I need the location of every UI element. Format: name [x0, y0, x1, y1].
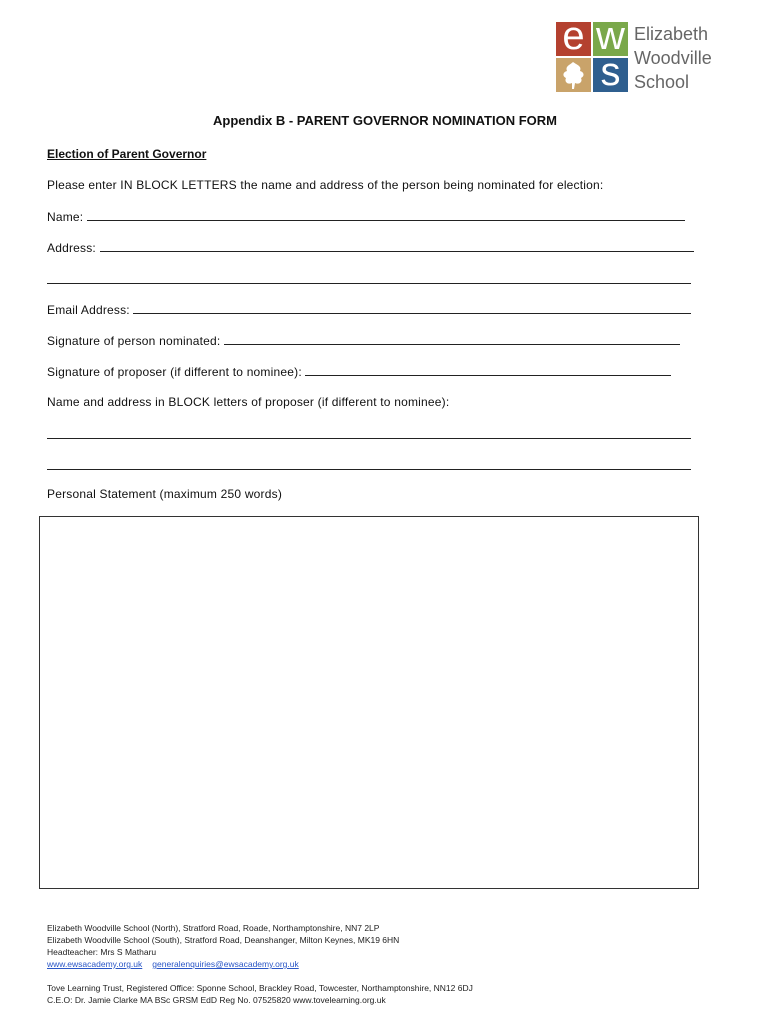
footer-trust-office: Tove Learning Trust, Registered Office: Sponne School, Brackley Road, Towcester, Northamptonshire, NN12 6DJ: [47, 983, 473, 993]
email-field[interactable]: [47, 302, 691, 317]
name-input-line[interactable]: [87, 209, 685, 221]
address-label: Address:: [47, 241, 96, 255]
email-input-line[interactable]: [133, 302, 691, 314]
logo-tiles: [556, 22, 628, 92]
logo-tile-w: w: [593, 22, 628, 56]
form-title: Appendix B - PARENT GOVERNOR NOMINATION FORM: [212, 113, 557, 128]
personal-statement-label: Personal Statement (maximum 250 words): [47, 487, 283, 501]
proposer-signature-line[interactable]: [305, 364, 671, 376]
footer-trust: [47, 982, 473, 1006]
footer-address-south: Elizabeth Woodville School (South), Stratford Road, Deanshanger, Milton Keynes, MK19 6HN: [47, 935, 400, 945]
proposer-signature-label: Signature of proposer (if different to nominee):: [47, 365, 302, 379]
personal-statement-box[interactable]: [39, 516, 699, 889]
nominee-signature-label: Signature of person nominated:: [47, 334, 221, 348]
instructions-text: Please enter IN BLOCK LETTERS the name and address of the person being nominated for election:: [47, 178, 604, 192]
address-field[interactable]: [47, 240, 694, 255]
logo-name-line: Woodville: [634, 48, 712, 68]
email-label: Email Address:: [47, 303, 130, 317]
email-link[interactable]: generalenquiries@ewsacademy.org.uk: [152, 959, 299, 969]
proposer-details-line-1[interactable]: [47, 438, 691, 439]
website-link[interactable]: www.ewsacademy.org.uk: [47, 959, 143, 969]
footer-links: [47, 958, 399, 970]
nominee-signature-line[interactable]: [224, 333, 680, 345]
logo-name-line: School: [634, 72, 690, 92]
school-logo: [556, 22, 726, 92]
oak-leaf-icon: [556, 58, 591, 92]
footer-headteacher: Headteacher: Mrs S Matharu: [47, 947, 157, 957]
footer: [47, 922, 399, 970]
section-heading: Election of Parent Governor: [47, 147, 207, 161]
nominee-signature-field[interactable]: [47, 333, 680, 348]
name-label: Name:: [47, 210, 84, 224]
address-input-line[interactable]: [100, 240, 694, 252]
proposer-details-line-2[interactable]: [47, 469, 691, 470]
logo-tile-leaf: [556, 58, 591, 92]
logo-tile-s: s: [593, 58, 628, 92]
proposer-signature-field[interactable]: [47, 364, 671, 379]
footer-trust-ceo: C.E.O: Dr. Jamie Clarke MA BSc GRSM EdD Reg No. 07525820 www.tovelearning.org.uk: [47, 995, 386, 1005]
address-input-line-2[interactable]: [47, 283, 691, 284]
proposer-details-label: Name and address in BLOCK letters of proposer (if different to nominee):: [47, 395, 450, 409]
logo-tile-e: e: [556, 22, 591, 56]
name-field[interactable]: [47, 209, 685, 224]
logo-name-line: Elizabeth: [634, 24, 709, 44]
logo-school-name: [634, 22, 712, 94]
footer-address-north: Elizabeth Woodville School (North), Stratford Road, Roade, Northamptonshire, NN7 2LP: [47, 923, 380, 933]
